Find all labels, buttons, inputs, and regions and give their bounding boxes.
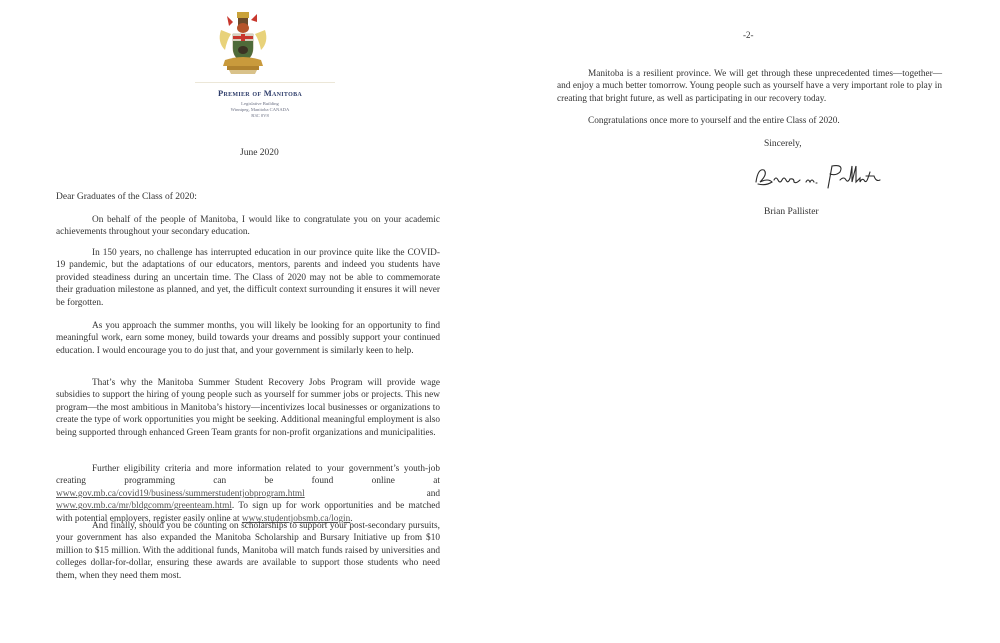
letter-date: June 2020 <box>240 148 279 158</box>
paragraph-eligibility <box>56 463 440 525</box>
paragraph-resilient-province <box>557 68 942 105</box>
paragraph-text: On behalf of the people of Manitoba, I would like to congratulate you on your academic achievements throughout your secondary education. <box>56 215 440 238</box>
signer-name: Brian Pallister <box>764 207 819 217</box>
office-title: Premier of Manitoba <box>217 88 303 98</box>
address-line: Winnipeg, Manitoba CANADA <box>230 107 290 113</box>
paragraph-covid <box>56 247 440 309</box>
paragraph-text: In 150 years, no challenge has interrupted education in our province quite like the COVID-19 pandemic, but the adaptations of our educators, mentors, parents and indeed you students have provided steadiness during an uncertain time. The Class of 2020 may not be able to commemorate their graduation milestone as planned, and yet, the difficult context surrounding it ensures it will never be forgotten. <box>56 248 440 308</box>
paragraph-text: Manitoba is a resilient province. We will get through these unprecedented times—together—and enjoy a much better tomorrow. Young people such as yourself have a very important role to play in creating that bright future, as well as participating in our recovery today. <box>557 69 942 104</box>
summer-student-job-program-link[interactable]: www.gov.mb.ca/covid19/business/summerstudentjobprogram.html <box>56 488 305 499</box>
paragraph-scholarships <box>56 520 440 582</box>
student-jobs-login-link[interactable]: www.studentjobsmb.ca/login <box>241 513 351 524</box>
paragraph-text: That’s why the Manitoba Summer Student Recovery Jobs Program will provide wage subsidies to support the hiring of young people such as yourself for summer jobs or projects. This new program—the most ambitious in Manitoba’s history—incentivizes local businesses or organizations to create the type of work opportunities you might be seeking. Additional meaningful employment is also being supported through enhanced Green Team grants for non-profit organizations and municipalities. <box>56 378 440 438</box>
handwritten-signature-icon <box>748 160 888 196</box>
salutation: Dear Graduates of the Class of 2020: <box>56 192 197 202</box>
paragraph-text: Congratulations once more to yourself and the entire Class of 2020. <box>588 116 840 126</box>
paragraph-text: And finally, should you be counting on scholarships to support your post-secondary pursuits, your government has also expanded the Manitoba Scholarship and Bursary Initiative up from $10 million to $15 million. With the additional funds, Manitoba will match funds raised by universities and colleges dollar-for-dollar, ensuring these awards are available to support those students who need them, when they need them most. <box>56 521 440 581</box>
green-team-link[interactable]: www.gov.mb.ca/mr/bldgcomm/greenteam.html <box>56 501 232 512</box>
paragraph-congratulations <box>56 214 440 239</box>
page-number: -2- <box>743 30 754 40</box>
address-line: Legislative Building <box>241 101 279 106</box>
address-line: R3C 0V8 <box>251 113 269 119</box>
paragraph-jobs-program <box>56 377 440 439</box>
letterhead-divider <box>195 82 335 83</box>
paragraph-text: As you approach the summer months, you will likely be looking for an opportunity to find meaningful work, earn some money, build towards your dreams and possibly support your continued education. I would encourage you to do just that, and your government is similarly keen to help. <box>56 321 440 356</box>
paragraph-text: and <box>304 488 440 499</box>
letter-page-2 <box>500 0 1000 643</box>
paragraph-final-congratulations <box>557 115 942 127</box>
office-address <box>180 101 340 120</box>
closing: Sincerely, <box>764 139 802 149</box>
paragraph-summer-work <box>56 320 440 357</box>
paragraph-text: Further eligibility criteria and more information related to your government’s youth-job creating programming can be found online at <box>56 464 440 487</box>
paragraph-text: . To sign up for work opportunities and be matched with potential employers, register easily online at <box>56 501 440 524</box>
manitoba-coat-of-arms-icon <box>213 8 273 78</box>
paragraph-text: . <box>350 513 353 524</box>
